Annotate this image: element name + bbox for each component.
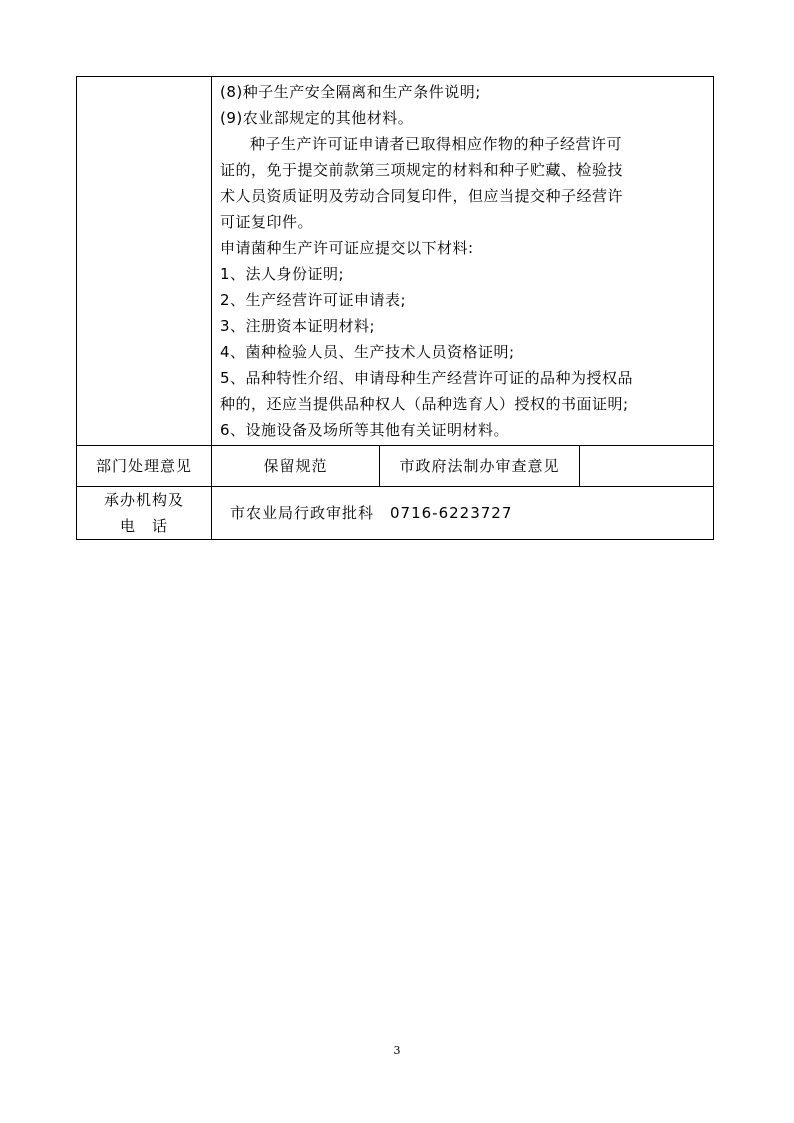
material-line: 5、品种特性介绍、申请母种生产经营许可证的品种为授权品 bbox=[220, 369, 634, 387]
org-label-line2: 电 话 bbox=[119, 517, 168, 535]
material-line: 1、法人身份证明; bbox=[220, 265, 345, 283]
material-line: 种的，还应当提供品种权人（品种选育人）授权的书面证明; bbox=[220, 395, 629, 413]
dept-opinion-row bbox=[77, 446, 714, 487]
dept-opinion-label: 部门处理意见 bbox=[77, 446, 212, 487]
material-line: 6、设施设备及场所等其他有关证明材料。 bbox=[220, 421, 510, 439]
org-row bbox=[77, 487, 714, 540]
org-label-cell bbox=[77, 487, 212, 540]
material-line: (8)种子生产安全隔离和生产条件说明; bbox=[220, 83, 481, 101]
material-line: 种子生产许可证申请者已取得相应作物的种子经营许可 bbox=[250, 135, 623, 153]
document-table bbox=[76, 76, 714, 540]
material-line: 4、菌种检验人员、生产技术人员资格证明; bbox=[220, 343, 515, 361]
material-line: (9)农业部规定的其他材料。 bbox=[220, 109, 414, 127]
legal-review-value bbox=[580, 446, 714, 487]
material-line: 2、生产经营许可证申请表; bbox=[220, 291, 407, 309]
material-line: 术人员资质证明及劳动合同复印件，但应当提交种子经营许 bbox=[220, 187, 624, 205]
page-number: 3 bbox=[393, 1044, 401, 1057]
material-line: 可证复印件。 bbox=[220, 213, 314, 231]
material-line: 申请菌种生产许可证应提交以下材料: bbox=[220, 239, 474, 257]
org-value: 市农业局行政审批科 0716-6223727 bbox=[212, 487, 714, 540]
legal-review-label: 市政府法制办审查意见 bbox=[380, 446, 580, 487]
material-line: 3、注册资本证明材料; bbox=[220, 317, 376, 335]
materials-content-cell bbox=[212, 77, 714, 446]
material-line: 证的，免于提交前款第三项规定的材料和种子贮藏、检验技 bbox=[220, 161, 624, 179]
materials-row bbox=[77, 77, 714, 446]
org-label-line1: 承办机构及 bbox=[103, 491, 184, 509]
dept-opinion-value: 保留规范 bbox=[212, 446, 380, 487]
materials-label-cell bbox=[77, 77, 212, 446]
